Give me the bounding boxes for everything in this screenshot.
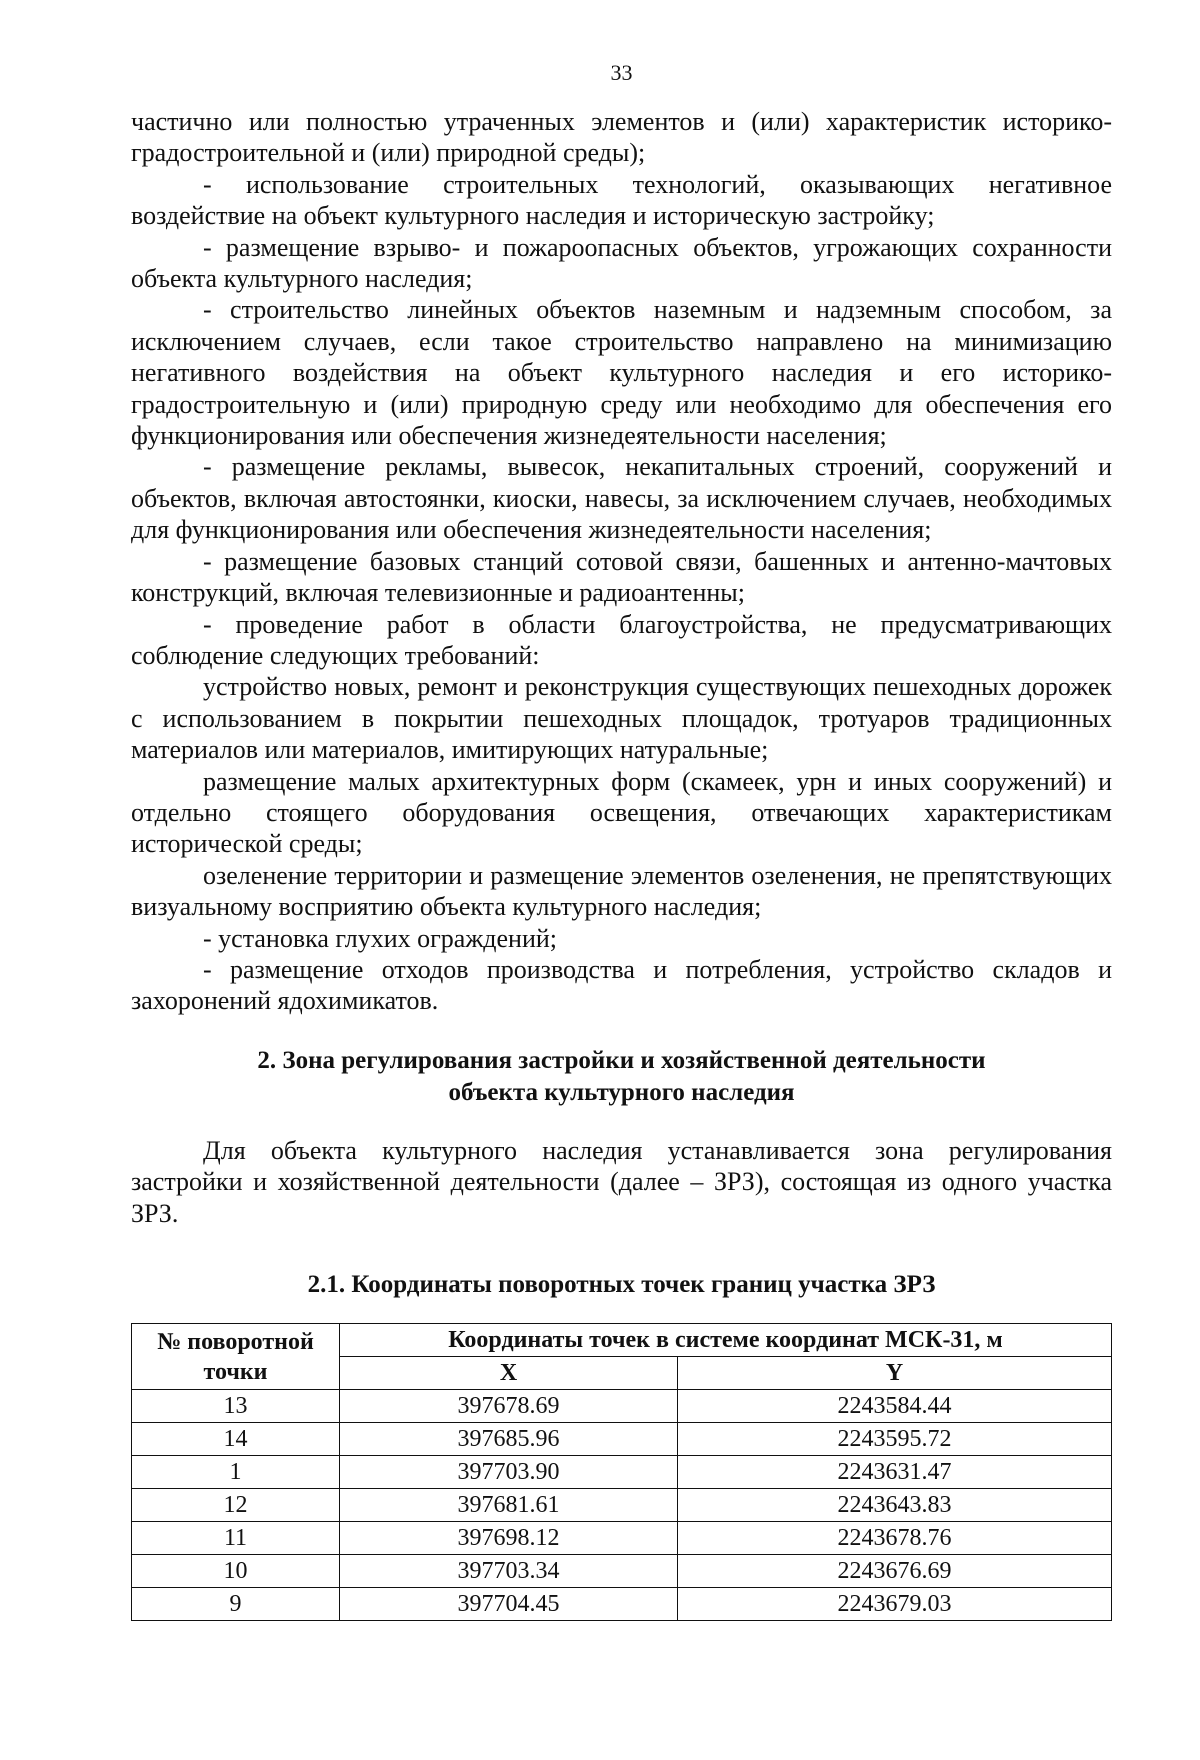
section-heading: [131, 1045, 1112, 1109]
table-row: [132, 1522, 1112, 1555]
header-coordinates: Координаты точек в системе координат МСК-31, м: [340, 1324, 1112, 1357]
section-heading-line: 2. Зона регулирования застройки и хозяйственной деятельности: [257, 1046, 986, 1074]
cell-point: 12: [132, 1489, 340, 1522]
coordinates-table: [131, 1323, 1112, 1621]
table-row: [132, 1489, 1112, 1522]
cell-point: 10: [132, 1555, 340, 1588]
section-heading-line: объекта культурного наследия: [448, 1078, 795, 1106]
paragraph: - строительство линейных объектов наземным и надземным способом, за исключением случаев, если такое строительство направлено на минимизацию негативного воздействия на объект культурного наследия и его историко-градостроительную и (или) природную среду или необходимо для обеспечения его функционирования или обеспечения жизнедеятельности населения;: [131, 295, 1112, 451]
paragraph: - установка глухих ограждений;: [203, 923, 558, 953]
cell-y: 2243631.47: [678, 1456, 1112, 1489]
cell-point: 11: [132, 1522, 340, 1555]
cell-point: 14: [132, 1423, 340, 1456]
table-row: [132, 1390, 1112, 1423]
cell-y: 2243679.03: [678, 1588, 1112, 1621]
header-y: Y: [678, 1357, 1112, 1390]
table-row: [132, 1588, 1112, 1621]
cell-y: 2243584.44: [678, 1390, 1112, 1423]
page-number: 33: [610, 60, 633, 85]
cell-point: 9: [132, 1588, 340, 1621]
header-point-label: № поворотной точки: [157, 1328, 314, 1385]
cell-x: 397685.96: [340, 1423, 678, 1456]
table-title: 2.1. Координаты поворотных точек границ участка ЗРЗ: [307, 1271, 936, 1298]
paragraph: - размещение базовых станций сотовой связи, башенных и антенно-мачтовых конструкций, включая телевизионные и радиоантенны;: [131, 546, 1112, 608]
cell-x: 397698.12: [340, 1522, 678, 1555]
paragraph: размещение малых архитектурных форм (скамеек, урн и иных сооружений) и отдельно стоящего оборудования освещения, отвечающих характеристикам исторической среды;: [131, 766, 1112, 859]
section-intro: [131, 1135, 1112, 1229]
table-row: [132, 1555, 1112, 1588]
cell-x: 397681.61: [340, 1489, 678, 1522]
paragraph: озеленение территории и размещение элементов озеленения, не препятствующих визуальному восприятию объекта культурного наследия;: [131, 860, 1112, 922]
paragraph: устройство новых, ремонт и реконструкция существующих пешеходных дорожек с использованием в покрытии пешеходных площадок, тротуаров традиционных материалов или материалов, имитирующих натуральные;: [131, 672, 1112, 765]
cell-x: 397678.69: [340, 1390, 678, 1423]
cell-y: 2243643.83: [678, 1489, 1112, 1522]
cell-x: 397704.45: [340, 1588, 678, 1621]
body-text: [131, 106, 1112, 1017]
cell-y: 2243595.72: [678, 1423, 1112, 1456]
paragraph: - проведение работ в области благоустройства, не предусматривающих соблюдение следующих требований:: [131, 609, 1112, 670]
table-row: [132, 1456, 1112, 1489]
paragraph: - использование строительных технологий, оказывающих негативное воздействие на объект культурного наследия и историческую застройку;: [131, 169, 1112, 231]
cell-point: 13: [132, 1390, 340, 1423]
paragraph: частично или полностью утраченных элементов и (или) характеристик историко-градостроительной и (или) природной среды);: [131, 107, 1112, 168]
cell-x: 397703.34: [340, 1555, 678, 1588]
paragraph: - размещение рекламы, вывесок, некапитальных строений, сооружений и объектов, включая автостоянки, киоски, навесы, за исключением случаев, необходимых для функционирования или обеспечения жизнедеятельности населения;: [131, 452, 1112, 545]
table-row: [132, 1423, 1112, 1456]
cell-point: 1: [132, 1456, 340, 1489]
paragraph: - размещение взрыво- и пожароопасных объектов, угрожающих сохранности объекта культурного наследия;: [131, 232, 1112, 294]
cell-y: 2243676.69: [678, 1555, 1112, 1588]
paragraph: Для объекта культурного наследия устанавливается зона регулирования застройки и хозяйственной деятельности (далее – ЗРЗ), состоящая из одного участка ЗРЗ.: [131, 1135, 1112, 1228]
paragraph: - размещение отходов производства и потребления, устройство складов и захоронений ядохимикатов.: [131, 954, 1112, 1016]
header-x: X: [340, 1357, 678, 1390]
header-point-number: [132, 1324, 340, 1390]
cell-y: 2243678.76: [678, 1522, 1112, 1555]
cell-x: 397703.90: [340, 1456, 678, 1489]
